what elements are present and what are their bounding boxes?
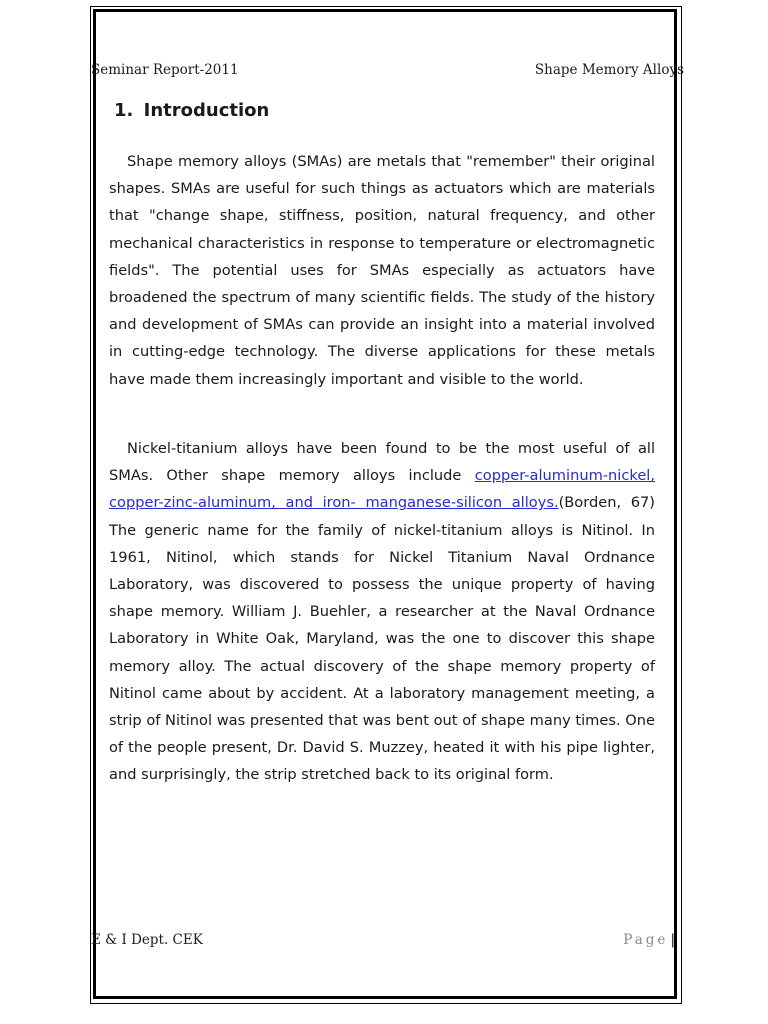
footer-department: E & I Dept. CEK [91, 932, 203, 948]
page-footer [91, 932, 675, 952]
section-heading [114, 100, 269, 121]
paragraph-2 [109, 435, 655, 789]
page-label: Page [623, 932, 669, 948]
paragraph-1-text: Shape memory alloys (SMAs) are metals that "remember" their original shapes. SMAs are useful for such things as actuators which are materials that "change shape, stiffness, position, natural frequency, and other mechanical characteristics in response to temperature or electromagnetic fields". The potential uses for SMAs especially as actuators have broadened the spectrum of many scientific fields. The study of the history and development of SMAs can provide an insight into a material involved in cutting-edge technology. The diverse applications for these metals have made them increasingly important and visible to the world. [109, 153, 655, 388]
footer-page-label [623, 932, 675, 948]
page-separator: | [670, 932, 675, 948]
page-header [91, 62, 684, 82]
paragraph-2-intro: Nickel-titanium alloys have been found to be the most useful of all SMAs. Other shape memory alloys include [109, 440, 655, 485]
header-topic: Shape Memory Alloys [534, 62, 684, 78]
paragraph-1 [109, 148, 655, 393]
alloys-link[interactable]: copper-aluminum-nickel, copper-zinc-aluminum, and iron- manganese-silicon alloys. [109, 467, 655, 512]
paragraph-2-text [109, 435, 655, 789]
section-number: 1. [114, 100, 134, 121]
paragraph-2-rest: (Borden, 67) The generic name for the family of nickel-titanium alloys is Nitinol. In 1961, Nitinol, which stands for Nickel Titanium Naval Ordnance Laboratory, was discovered to possess the unique property of having shape memory. William J. Buehler, a researcher at the Naval Ordnance Laboratory in White Oak, Maryland, was the one to discover this shape memory alloy. The actual discovery of the shape memory property of Nitinol came about by accident. At a laboratory management meeting, a strip of Nitinol was presented that was bent out of shape many times. One of the people present, Dr. David S. Muzzey, heated it with his pipe lighter, and surprisingly, the strip stretched back to its original form. [109, 494, 655, 784]
section-title: Introduction [143, 100, 270, 121]
header-report-title: Seminar Report-2011 [91, 62, 239, 78]
